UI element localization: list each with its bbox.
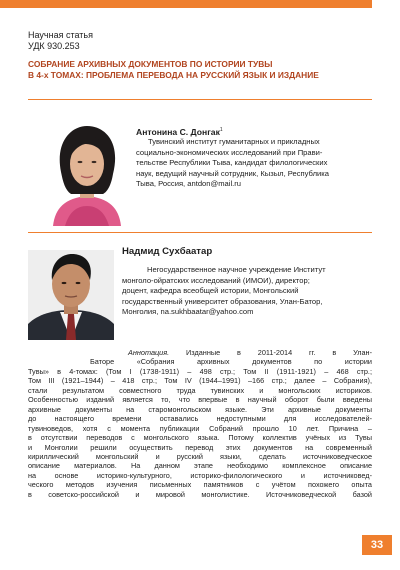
abstract-line: и Монголии решили осуществить перевод этих документов на современный [28, 442, 372, 452]
abstract-line: в советско-российской и мировой монголистике. Источниковедческой базой [28, 489, 372, 499]
divider [28, 99, 372, 100]
abstract-line: тувиноведов, хотя с момента публикации Собраний прошло 10 лет. Причина – [28, 423, 372, 433]
affiliation-line: Тыва, Россия, antdon@mail.ru [136, 179, 241, 189]
affiliation-line: Монголия, na.sukhbaatar@yahoo.com [122, 307, 254, 317]
affiliation-line: монголо-ойратских исследований (ИМОИ), директор; [122, 275, 310, 285]
author-affiliation-2 [122, 265, 372, 318]
abstract-line: на основе историко-культурного, историко-филологического и источниковед- [28, 470, 372, 480]
author-photo-1 [45, 120, 129, 226]
author-footnote-1: 1 [219, 127, 223, 133]
page-number: 33 [362, 535, 392, 555]
title-line: СОБРАНИЕ АРХИВНЫХ ДОКУМЕНТОВ ПО ИСТОРИИ ТУВЫ [28, 59, 273, 69]
article-type: Научная статья [28, 30, 93, 40]
affiliation-line: Тувинский институт гуманитарных и прикладных [148, 137, 320, 146]
affiliation-line: социально-экономических исследований при Прави- [136, 147, 323, 157]
title-line: В 4-х ТОМАХ: ПРОБЛЕМА ПЕРЕВОДА НА РУССКИЙ ЯЗЫК И ИЗДАНИЕ [28, 70, 319, 80]
abstract-line: Баторе «Собрания архивных документов по истории [90, 357, 372, 367]
udk-code: УДК 930.253 [28, 41, 80, 51]
affiliation-line: тельстве Республики Тыва, кандидат филологических [136, 158, 328, 168]
abstract [28, 348, 372, 499]
article-title [28, 59, 373, 81]
abstract-line: в отсутствии переводов с монгольского языка. Потому коллектив учёных из Тувы [28, 433, 372, 443]
abstract-line: ческого методов изучения письменных памятников с учётом похожего опыта [28, 480, 372, 490]
affiliation-line: доцент, кафедра всеобщей истории, Монгольский [122, 286, 299, 296]
abstract-line: описание материалов. На данном этапе необходимо комплексное описание [28, 461, 372, 471]
abstract-line: Том III (1921–1944) – 418 стр.; Том IV (1944–1991) –166 стр.; далее – Собрания), [28, 376, 372, 386]
top-accent-bar [0, 0, 372, 8]
abstract-line: кириллический монгольский и русский языки, сделать источниковедческое [28, 451, 372, 461]
author-affiliation-1 [136, 137, 372, 190]
divider [28, 232, 372, 233]
abstract-line: Аннотация. Изданные в 2011-2014 гг. в Улан- [128, 348, 372, 357]
abstract-line: стали результатом совместного труда тувинских и монгольских историков. [28, 385, 372, 395]
abstract-label: Аннотация. [128, 348, 170, 357]
abstract-line: до настоящего времени оставались недоступными для исследователей- [28, 414, 372, 424]
author-name-1: Антонина С. Донгак$^1$ [136, 126, 223, 137]
affiliation-line: Негосударственное научное учреждение Институт [147, 265, 326, 274]
author-photo-2 [28, 250, 114, 340]
abstract-line: Тувы» в 4-томах: (Том I (1738-1911) – 498 стр.; Том II (1911-1921) – 468 стр.; [28, 366, 372, 376]
abstract-line: Особенностью изданий является то, что впервые в научный оборот были введены [28, 395, 372, 405]
author-name-2: Надмид Сухбаатар [122, 246, 213, 257]
affiliation-line: наук, ведущий научный сотрудник, Кызыл, Республика [136, 168, 329, 178]
abstract-line: архивные документы на старомонгольском языке. Эти архивные документы [28, 404, 372, 414]
affiliation-line: государственный университет образования, Улан-Батор, [122, 296, 323, 306]
